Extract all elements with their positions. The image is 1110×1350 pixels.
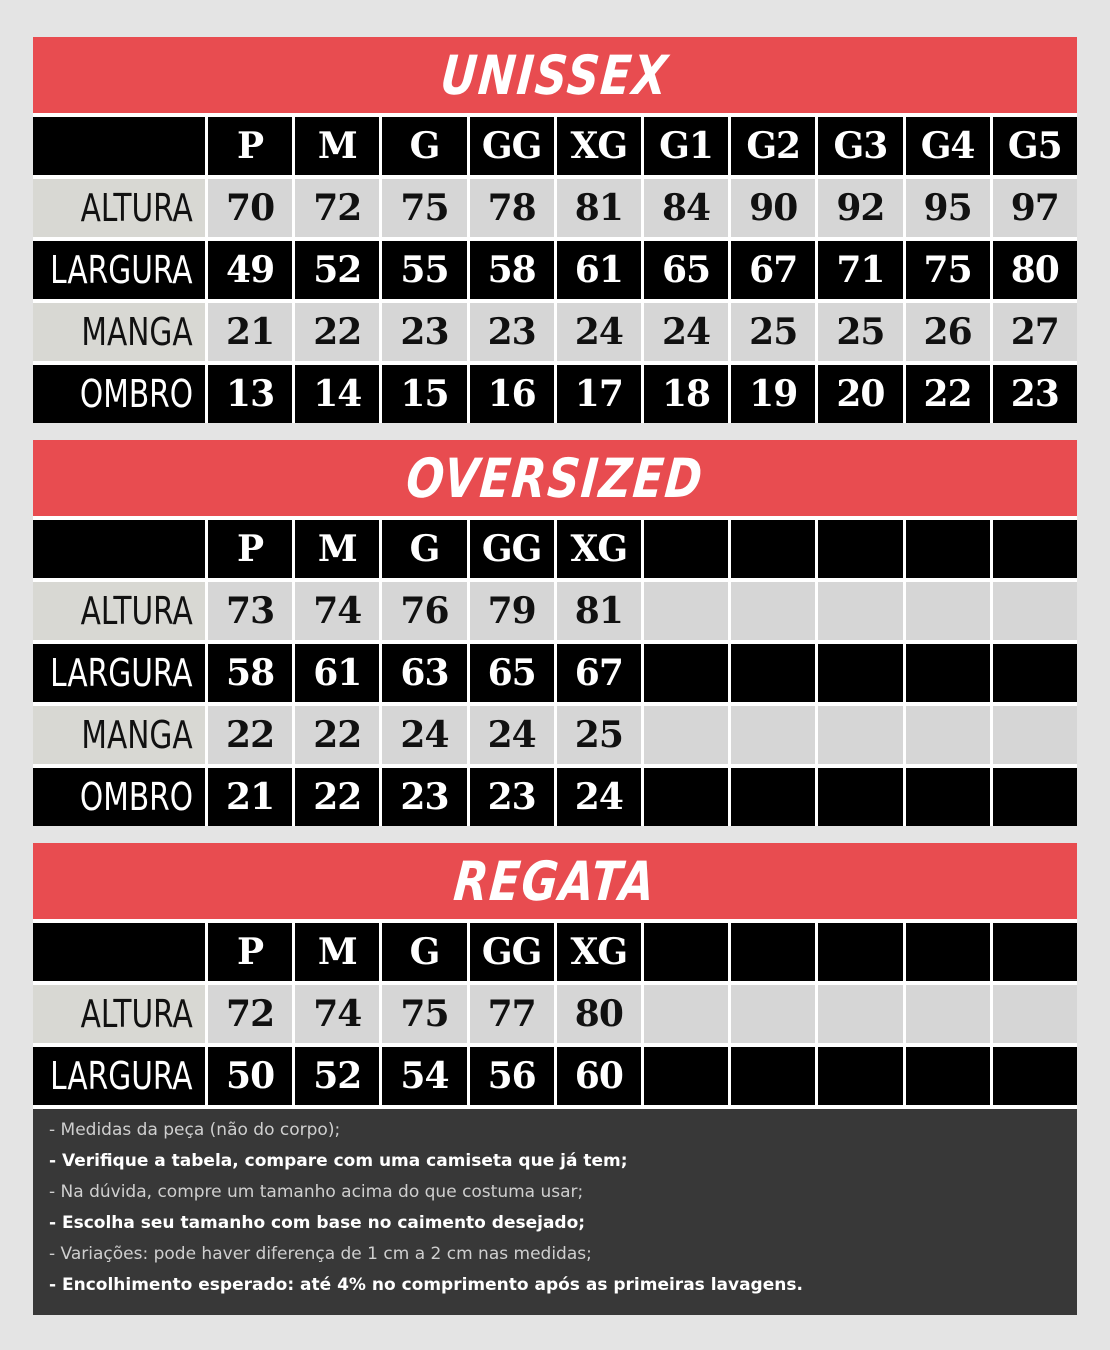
size-header-cell: G5 xyxy=(993,117,1077,175)
measure-value-cell xyxy=(993,1047,1077,1105)
measure-row-ombro xyxy=(33,768,1077,826)
measure-label-text: ALTURA xyxy=(80,186,193,230)
size-header-cell xyxy=(644,520,728,578)
measure-value-cell: 55 xyxy=(382,241,466,299)
size-header-cell: G xyxy=(382,923,466,981)
measure-value-cell: 18 xyxy=(644,365,728,423)
measure-value-cell xyxy=(731,1047,815,1105)
measure-value-cell: 97 xyxy=(993,179,1077,237)
measure-value-cell: 24 xyxy=(557,303,641,361)
measure-value-cell xyxy=(818,768,902,826)
size-header-row xyxy=(33,923,1077,981)
note-line: - Encolhimento esperado: até 4% no comprimento após as primeiras lavagens. xyxy=(49,1275,803,1295)
measure-label-text: LARGURA xyxy=(50,1054,193,1098)
measure-value-cell: 24 xyxy=(557,768,641,826)
measure-value-cell: 50 xyxy=(208,1047,292,1105)
section-title-text: OVERSIZED xyxy=(403,446,707,510)
measure-label xyxy=(33,582,205,640)
size-header-cell xyxy=(644,923,728,981)
size-header-cell: GG xyxy=(470,923,554,981)
measure-value-cell: 80 xyxy=(993,241,1077,299)
measure-value-cell: 75 xyxy=(382,985,466,1043)
measure-value-cell xyxy=(906,768,990,826)
size-header-cell: P xyxy=(208,520,292,578)
measure-value-cell: 25 xyxy=(557,706,641,764)
measure-value-cell: 22 xyxy=(208,706,292,764)
measure-value-cell: 65 xyxy=(644,241,728,299)
measure-value-cell: 61 xyxy=(295,644,379,702)
measure-value-cell: 58 xyxy=(208,644,292,702)
measure-value-cell: 92 xyxy=(818,179,902,237)
measure-value-cell xyxy=(818,706,902,764)
measure-value-cell: 27 xyxy=(993,303,1077,361)
measure-value-cell xyxy=(644,768,728,826)
measure-label xyxy=(33,644,205,702)
measure-value-cell: 24 xyxy=(644,303,728,361)
measure-value-cell xyxy=(731,985,815,1043)
measure-label xyxy=(33,365,205,423)
measure-row-altura xyxy=(33,985,1077,1043)
measure-value-cell: 13 xyxy=(208,365,292,423)
measure-value-cell: 65 xyxy=(470,644,554,702)
note-line: - Variações: pode haver diferença de 1 cm a 2 cm nas medidas; xyxy=(49,1244,592,1264)
measure-value-cell: 60 xyxy=(557,1047,641,1105)
size-header-cell xyxy=(906,520,990,578)
note-line: - Verifique a tabela, compare com uma camiseta que já tem; xyxy=(49,1151,628,1171)
size-table-regata xyxy=(33,843,1077,1105)
measure-value-cell xyxy=(818,1047,902,1105)
measure-row-ombro xyxy=(33,365,1077,423)
size-header-cell: P xyxy=(208,117,292,175)
measure-value-cell: 90 xyxy=(731,179,815,237)
measure-value-cell xyxy=(906,985,990,1043)
measure-value-cell: 25 xyxy=(818,303,902,361)
measure-value-cell xyxy=(906,644,990,702)
measure-row-largura xyxy=(33,1047,1077,1105)
measure-label xyxy=(33,241,205,299)
size-header-row xyxy=(33,117,1077,175)
section-title xyxy=(33,843,1077,919)
measure-value-cell: 56 xyxy=(470,1047,554,1105)
measure-value-cell: 23 xyxy=(470,768,554,826)
measure-value-cell: 74 xyxy=(295,985,379,1043)
measure-value-cell: 26 xyxy=(906,303,990,361)
measure-label xyxy=(33,179,205,237)
measure-value-cell: 81 xyxy=(557,582,641,640)
measure-label-text: OMBRO xyxy=(79,775,193,819)
size-header-cell: P xyxy=(208,923,292,981)
measure-value-cell xyxy=(993,768,1077,826)
measure-value-cell xyxy=(731,582,815,640)
measure-row-altura xyxy=(33,582,1077,640)
measure-value-cell: 67 xyxy=(557,644,641,702)
size-header-cell: M xyxy=(295,923,379,981)
measure-value-cell: 58 xyxy=(470,241,554,299)
measure-value-cell xyxy=(993,582,1077,640)
measure-label-text: LARGURA xyxy=(50,651,193,695)
size-header-cell: GG xyxy=(470,520,554,578)
measure-value-cell: 16 xyxy=(470,365,554,423)
measure-value-cell: 77 xyxy=(470,985,554,1043)
measure-label-text: MANGA xyxy=(81,310,193,354)
measure-value-cell: 72 xyxy=(295,179,379,237)
measure-value-cell xyxy=(993,706,1077,764)
size-tables xyxy=(33,37,1077,1105)
size-header-cell xyxy=(731,923,815,981)
size-header-cell xyxy=(818,520,902,578)
measure-value-cell: 81 xyxy=(557,179,641,237)
size-header-cell: G2 xyxy=(731,117,815,175)
measure-label xyxy=(33,768,205,826)
measure-row-largura xyxy=(33,644,1077,702)
measure-value-cell: 52 xyxy=(295,241,379,299)
measure-value-cell: 23 xyxy=(993,365,1077,423)
measure-value-cell: 78 xyxy=(470,179,554,237)
measure-value-cell xyxy=(906,706,990,764)
measure-value-cell xyxy=(731,706,815,764)
header-corner-cell xyxy=(33,117,205,175)
size-chart-sheet xyxy=(33,37,1077,1315)
size-header-cell: XG xyxy=(557,923,641,981)
measure-value-cell: 22 xyxy=(295,303,379,361)
measure-value-cell: 74 xyxy=(295,582,379,640)
measure-label-text: MANGA xyxy=(81,713,193,757)
measure-value-cell: 25 xyxy=(731,303,815,361)
measure-value-cell: 17 xyxy=(557,365,641,423)
measure-value-cell xyxy=(644,582,728,640)
measure-value-cell: 52 xyxy=(295,1047,379,1105)
measure-value-cell: 21 xyxy=(208,303,292,361)
notes-panel xyxy=(33,1109,1077,1315)
size-header-cell: M xyxy=(295,117,379,175)
section-gap xyxy=(0,423,1110,440)
section-title-text: UNISSEX xyxy=(438,43,672,107)
note-line: - Escolha seu tamanho com base no caimento desejado; xyxy=(49,1213,586,1233)
measure-value-cell: 22 xyxy=(906,365,990,423)
size-header-cell: G xyxy=(382,520,466,578)
size-header-row xyxy=(33,520,1077,578)
measure-value-cell xyxy=(644,706,728,764)
size-header-cell xyxy=(993,923,1077,981)
measure-value-cell: 72 xyxy=(208,985,292,1043)
measure-value-cell: 22 xyxy=(295,706,379,764)
measure-value-cell: 73 xyxy=(208,582,292,640)
measure-value-cell: 23 xyxy=(382,768,466,826)
size-header-cell: M xyxy=(295,520,379,578)
size-header-cell: G3 xyxy=(818,117,902,175)
section-gap xyxy=(0,826,1110,843)
measure-value-cell xyxy=(818,985,902,1043)
size-header-cell: G4 xyxy=(906,117,990,175)
measure-value-cell xyxy=(818,582,902,640)
note-line: - Medidas da peça (não do corpo); xyxy=(49,1120,341,1140)
measure-label-text: OMBRO xyxy=(79,372,193,416)
measure-value-cell: 23 xyxy=(382,303,466,361)
measure-value-cell: 15 xyxy=(382,365,466,423)
measure-row-manga xyxy=(33,706,1077,764)
measure-label-text: ALTURA xyxy=(80,589,193,633)
header-corner-cell xyxy=(33,520,205,578)
measure-value-cell: 14 xyxy=(295,365,379,423)
measure-value-cell: 49 xyxy=(208,241,292,299)
size-header-cell xyxy=(818,923,902,981)
measure-value-cell xyxy=(993,644,1077,702)
size-header-cell: GG xyxy=(470,117,554,175)
section-title xyxy=(33,37,1077,113)
measure-value-cell xyxy=(818,644,902,702)
measure-label xyxy=(33,303,205,361)
measure-value-cell xyxy=(731,644,815,702)
measure-value-cell: 21 xyxy=(208,768,292,826)
measure-row-manga xyxy=(33,303,1077,361)
measure-value-cell xyxy=(731,768,815,826)
measure-value-cell: 79 xyxy=(470,582,554,640)
header-corner-cell xyxy=(33,923,205,981)
measure-value-cell: 22 xyxy=(295,768,379,826)
size-table-unissex xyxy=(33,37,1077,423)
measure-value-cell: 70 xyxy=(208,179,292,237)
size-header-cell xyxy=(731,520,815,578)
measure-label xyxy=(33,706,205,764)
measure-value-cell: 54 xyxy=(382,1047,466,1105)
measure-value-cell: 76 xyxy=(382,582,466,640)
measure-value-cell xyxy=(906,1047,990,1105)
measure-value-cell: 63 xyxy=(382,644,466,702)
measure-value-cell: 67 xyxy=(731,241,815,299)
measure-value-cell: 19 xyxy=(731,365,815,423)
size-header-cell: G1 xyxy=(644,117,728,175)
measure-value-cell: 80 xyxy=(557,985,641,1043)
measure-value-cell: 95 xyxy=(906,179,990,237)
size-table-oversized xyxy=(33,440,1077,826)
measure-value-cell xyxy=(906,582,990,640)
measure-row-largura xyxy=(33,241,1077,299)
section-title xyxy=(33,440,1077,516)
measure-value-cell: 75 xyxy=(906,241,990,299)
size-header-cell: XG xyxy=(557,520,641,578)
size-header-cell xyxy=(906,923,990,981)
measure-value-cell xyxy=(644,1047,728,1105)
measure-value-cell xyxy=(644,644,728,702)
size-header-cell: G xyxy=(382,117,466,175)
measure-value-cell: 20 xyxy=(818,365,902,423)
measure-label xyxy=(33,1047,205,1105)
measure-value-cell xyxy=(644,985,728,1043)
note-line: - Na dúvida, compre um tamanho acima do que costuma usar; xyxy=(49,1182,584,1202)
measure-value-cell: 61 xyxy=(557,241,641,299)
measure-value-cell: 23 xyxy=(470,303,554,361)
measure-label xyxy=(33,985,205,1043)
measure-value-cell: 24 xyxy=(470,706,554,764)
measure-label-text: LARGURA xyxy=(50,248,193,292)
size-header-cell xyxy=(993,520,1077,578)
section-title-text: REGATA xyxy=(451,849,659,913)
measure-value-cell: 75 xyxy=(382,179,466,237)
measure-value-cell: 71 xyxy=(818,241,902,299)
measure-label-text: ALTURA xyxy=(80,992,193,1036)
measure-value-cell xyxy=(993,985,1077,1043)
size-header-cell: XG xyxy=(557,117,641,175)
measure-row-altura xyxy=(33,179,1077,237)
measure-value-cell: 84 xyxy=(644,179,728,237)
measure-value-cell: 24 xyxy=(382,706,466,764)
